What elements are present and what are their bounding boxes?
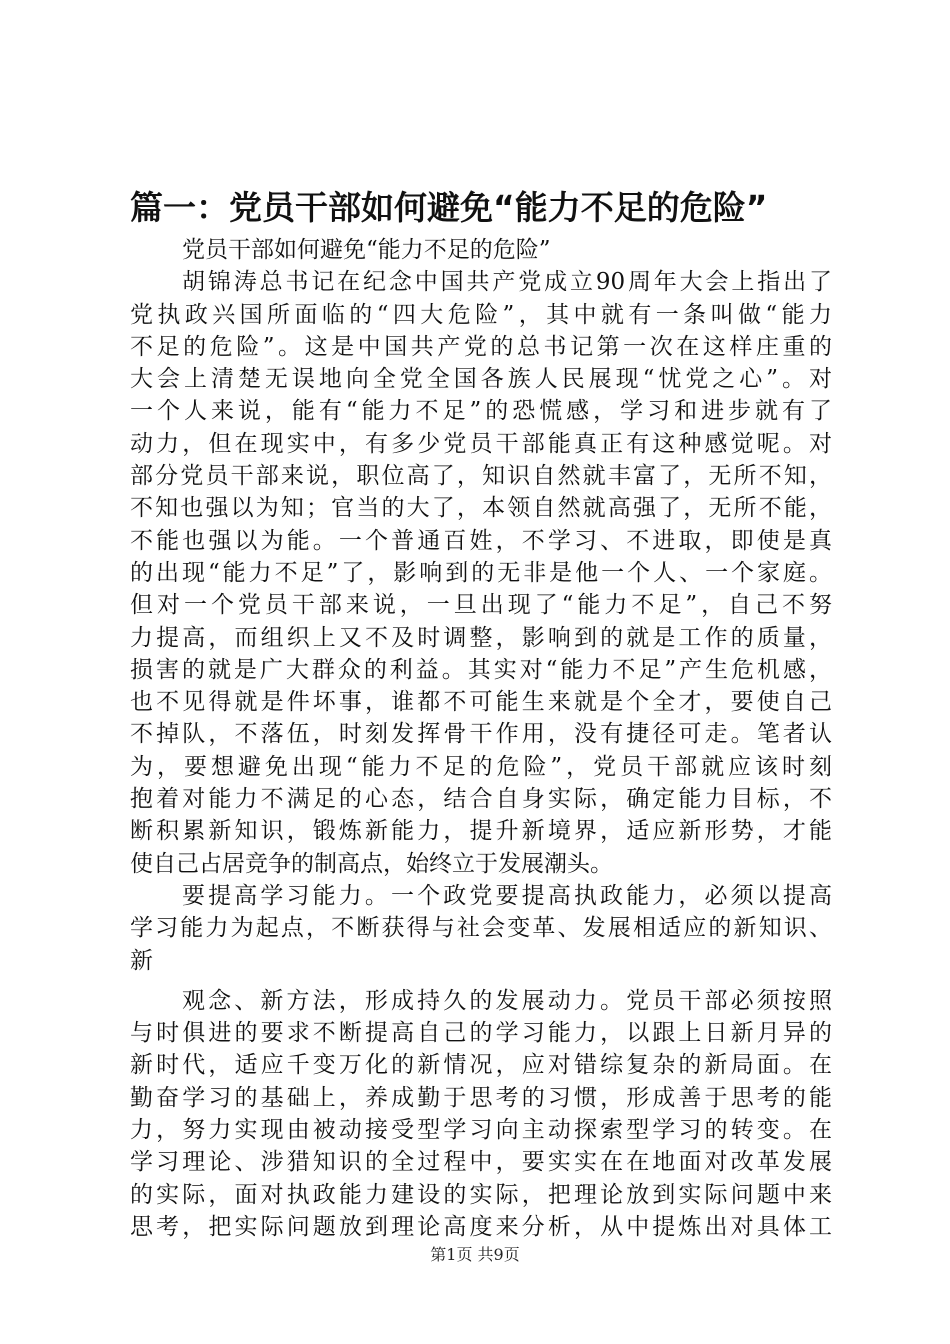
document-title: 篇一：党员干部如何避免“能力不足的危险” xyxy=(130,188,768,227)
paragraph-line: 但对一个党员干部来说，一旦出现了“能力不足”，自己不努 xyxy=(130,592,832,619)
paragraph-line: 勤奋学习的基础上，养成勤于思考的习惯，形成善于思考的能 xyxy=(130,1084,832,1111)
paragraph-line: 新时代，适应千变万化的新情况，应对错综复杂的新局面。在 xyxy=(130,1052,832,1079)
paragraph-line: 党执政兴国所面临的“四大危险”，其中就有一条叫做“能力 xyxy=(130,301,832,328)
paragraph-line: 要提高学习能力。一个政党要提高执政能力，必须以提高 xyxy=(182,882,832,909)
paragraph-line: 不掉队，不落伍，时刻发挥骨干作用，没有捷径可走。笔者认 xyxy=(130,721,832,748)
paragraph-gap xyxy=(130,977,832,985)
document-body xyxy=(130,234,832,1243)
paragraph-line: 思考，把实际问题放到理论高度来分析，从中提炼出对具体工 xyxy=(130,1213,832,1240)
paragraph-line: 学习能力为起点，不断获得与社会变革、发展相适应的新知识、 xyxy=(130,915,832,942)
paragraph-line: 与时俱进的要求不断提高自己的学习能力，以跟上日新月异的 xyxy=(130,1020,832,1047)
paragraph-line: 的出现“能力不足”了，影响到的无非是他一个人、一个家庭。 xyxy=(130,559,832,586)
paragraph-line: 也不见得就是件坏事，谁都不可能生来就是个全才，要使自己 xyxy=(130,689,832,716)
paragraph-line: 不知也强以为知；官当的大了，本领自然就高强了，无所不能， xyxy=(130,495,832,522)
paragraph-line: 新 xyxy=(130,947,153,974)
subtitle-line: 党员干部如何避免“能力不足的危险” xyxy=(182,237,551,263)
paragraph-line: 断积累新知识，锻炼新能力，提升新境界，适应新形势，才能 xyxy=(130,818,832,845)
paragraph-line: 使自己占居竞争的制高点，始终立于发展潮头。 xyxy=(130,850,613,877)
paragraph-line: 不能也强以为能。一个普通百姓，不学习、不进取，即使是真 xyxy=(130,527,832,554)
paragraph-line: 观念、新方法，形成持久的发展动力。党员干部必须按照 xyxy=(182,987,832,1014)
paragraph-line: 不足的危险”。这是中国共产党的总书记第一次在这样庄重的 xyxy=(130,333,832,360)
paragraph-line: 为，要想避免出现“能力不足的危险”，党员干部就应该时刻 xyxy=(130,753,832,780)
paragraph-line: 大会上清楚无误地向全党全国各族人民展现“忧党之心”。对 xyxy=(130,366,832,393)
paragraph-line: 损害的就是广大群众的利益。其实对“能力不足”产生危机感， xyxy=(130,656,832,683)
paragraph-line: 力，努力实现由被动接受型学习向主动探索型学习的转变。在 xyxy=(130,1117,832,1144)
paragraph-line: 胡锦涛总书记在纪念中国共产党成立90周年大会上指出了 xyxy=(182,269,832,296)
paragraph-line: 部分党员干部来说，职位高了，知识自然就丰富了，无所不知， xyxy=(130,463,832,490)
paragraph-line: 一个人来说，能有“能力不足”的恐慌感，学习和进步就有了 xyxy=(130,398,832,425)
paragraph-line: 抱着对能力不满足的心态，结合自身实际，确定能力目标，不 xyxy=(130,786,832,813)
paragraph-line: 力提高，而组织上又不及时调整，影响到的就是工作的质量， xyxy=(130,624,832,651)
paragraph-line: 学习理论、涉猎知识的全过程中，要实实在在地面对改革发展 xyxy=(130,1149,832,1176)
paragraph-line: 的实际，面对执政能力建设的实际，把理论放到实际问题中来 xyxy=(130,1181,832,1208)
paragraph-line: 动力，但在现实中，有多少党员干部能真正有这种感觉呢。对 xyxy=(130,430,832,457)
page-number-footer: 第1页 共9页 xyxy=(430,1245,520,1264)
